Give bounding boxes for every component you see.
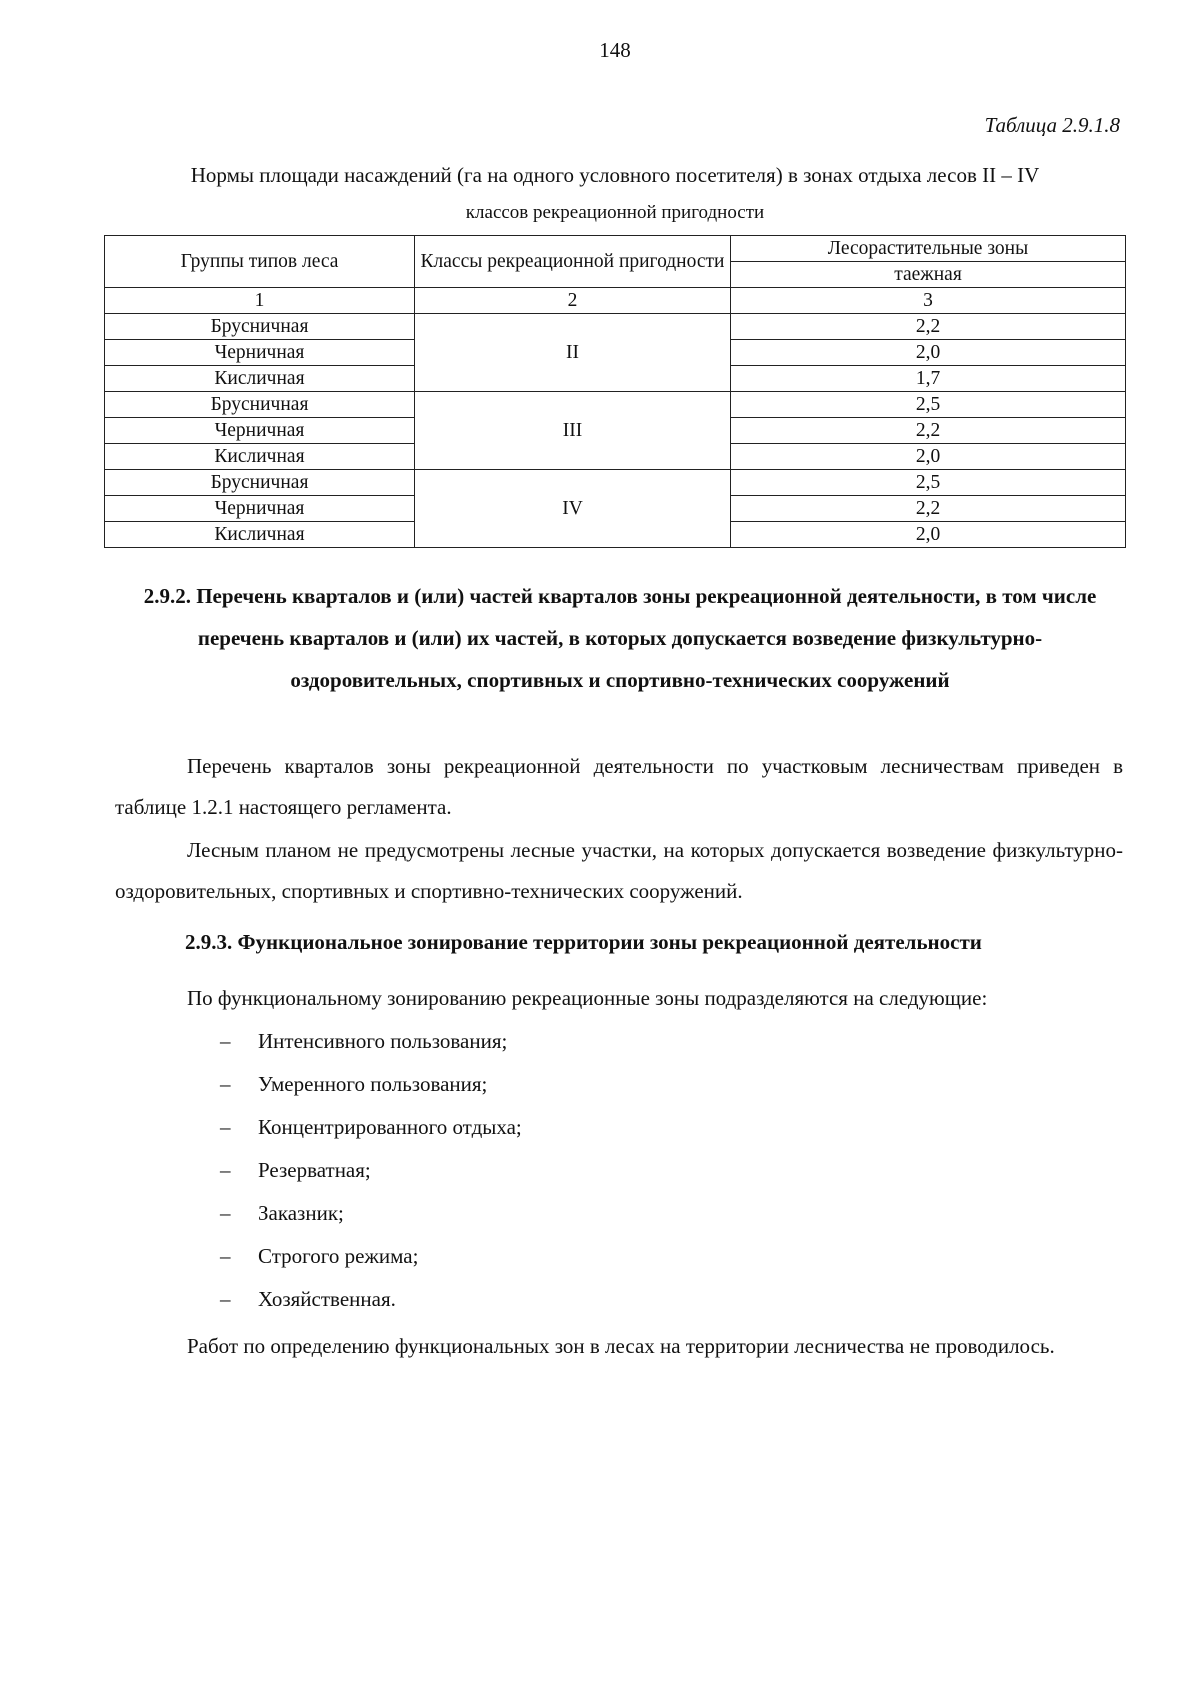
recreation-class-cell: IV: [415, 470, 731, 548]
recreation-class-cell: II: [415, 314, 731, 392]
list-item: [220, 1063, 522, 1106]
table-row: [105, 470, 1126, 496]
list-item: [220, 1106, 522, 1149]
table-label: Таблица 2.9.1.8: [984, 113, 1120, 137]
zone-list: [220, 1020, 522, 1321]
header-vegetation-zones: Лесорастительные зоны: [731, 236, 1126, 262]
zone-item-label: Концентрированного отдыха;: [258, 1115, 522, 1139]
column-number: 2: [415, 288, 731, 314]
norm-value-cell: 2,2: [731, 314, 1126, 340]
section-292-paragraph-1: Перечень кварталов зоны рекреационной деятельности по участковым лесничествам приведен в таблице 1.2.1 настоящего регламента.: [115, 754, 1123, 819]
recreation-class-cell: III: [415, 392, 731, 470]
section-292-heading: 2.9.2. Перечень кварталов и (или) частей кварталов зоны рекреационной деятельности, в том числе перечень кварталов и (или) их частей, в которых допускается возведение физкультурно-оздоровительных, спортивных и спортивно-технических сооружений: [143, 584, 1097, 692]
dash-marker: –: [220, 1072, 231, 1096]
list-item: [220, 1192, 522, 1235]
zone-item-label: Хозяйственная.: [258, 1287, 396, 1311]
forest-type-cell: Кисличная: [105, 366, 415, 392]
list-item: [220, 1149, 522, 1192]
norm-value-cell: 2,5: [731, 392, 1126, 418]
forest-type-cell: Брусничная: [105, 470, 415, 496]
dash-marker: –: [220, 1029, 231, 1053]
dash-marker: –: [220, 1287, 231, 1311]
list-item: [220, 1020, 522, 1063]
page-number: 148: [599, 38, 631, 62]
section-293-intro: По функциональному зонированию рекреационные зоны подразделяются на следующие:: [187, 986, 988, 1010]
zone-item-label: Резерватная;: [258, 1158, 371, 1182]
norms-table: [104, 235, 1126, 548]
list-item: [220, 1278, 522, 1321]
column-number: 1: [105, 288, 415, 314]
table-row: [105, 314, 1126, 340]
zone-item-label: Интенсивного пользования;: [258, 1029, 508, 1053]
forest-type-cell: Черничная: [105, 418, 415, 444]
forest-type-cell: Черничная: [105, 340, 415, 366]
table-title-line1: Нормы площади насаждений (га на одного условного посетителя) в зонах отдыха лесов II – IV: [190, 163, 1040, 187]
forest-type-cell: Кисличная: [105, 444, 415, 470]
table-title-line2: классов рекреационной пригодности: [465, 202, 765, 223]
zone-item-label: Умеренного пользования;: [258, 1072, 488, 1096]
zone-item-label: Заказник;: [258, 1201, 344, 1225]
header-recreation-class: Классы рекреационной пригодности: [415, 236, 731, 288]
forest-type-cell: Брусничная: [105, 392, 415, 418]
table-title: [105, 156, 1125, 232]
column-number-row: [105, 288, 1126, 314]
header-forest-types: Группы типов леса: [105, 236, 415, 288]
forest-type-cell: Брусничная: [105, 314, 415, 340]
column-number: 3: [731, 288, 1126, 314]
header-taiga: таежная: [731, 262, 1126, 288]
section-293-heading: 2.9.3. Функциональное зонирование территории зоны рекреационной деятельности: [185, 930, 982, 954]
norm-value-cell: 2,0: [731, 444, 1126, 470]
norm-value-cell: 2,2: [731, 496, 1126, 522]
section-293-closing: Работ по определению функциональных зон в лесах на территории лесничества не проводилось.: [187, 1334, 1055, 1358]
norm-value-cell: 2,5: [731, 470, 1126, 496]
dash-marker: –: [220, 1158, 231, 1182]
table-row: [105, 392, 1126, 418]
dash-marker: –: [220, 1201, 231, 1225]
norm-value-cell: 2,2: [731, 418, 1126, 444]
norm-value-cell: 1,7: [731, 366, 1126, 392]
forest-type-cell: Черничная: [105, 496, 415, 522]
section-292-paragraph-2: Лесным планом не предусмотрены лесные участки, на которых допускается возведение физкультурно-оздоровительных, спортивных и спортивно-технических сооружений.: [115, 838, 1123, 903]
norm-value-cell: 2,0: [731, 340, 1126, 366]
dash-marker: –: [220, 1244, 231, 1268]
list-item: [220, 1235, 522, 1278]
forest-type-cell: Кисличная: [105, 522, 415, 548]
zone-item-label: Строгого режима;: [258, 1244, 419, 1268]
norm-value-cell: 2,0: [731, 522, 1126, 548]
dash-marker: –: [220, 1115, 231, 1139]
